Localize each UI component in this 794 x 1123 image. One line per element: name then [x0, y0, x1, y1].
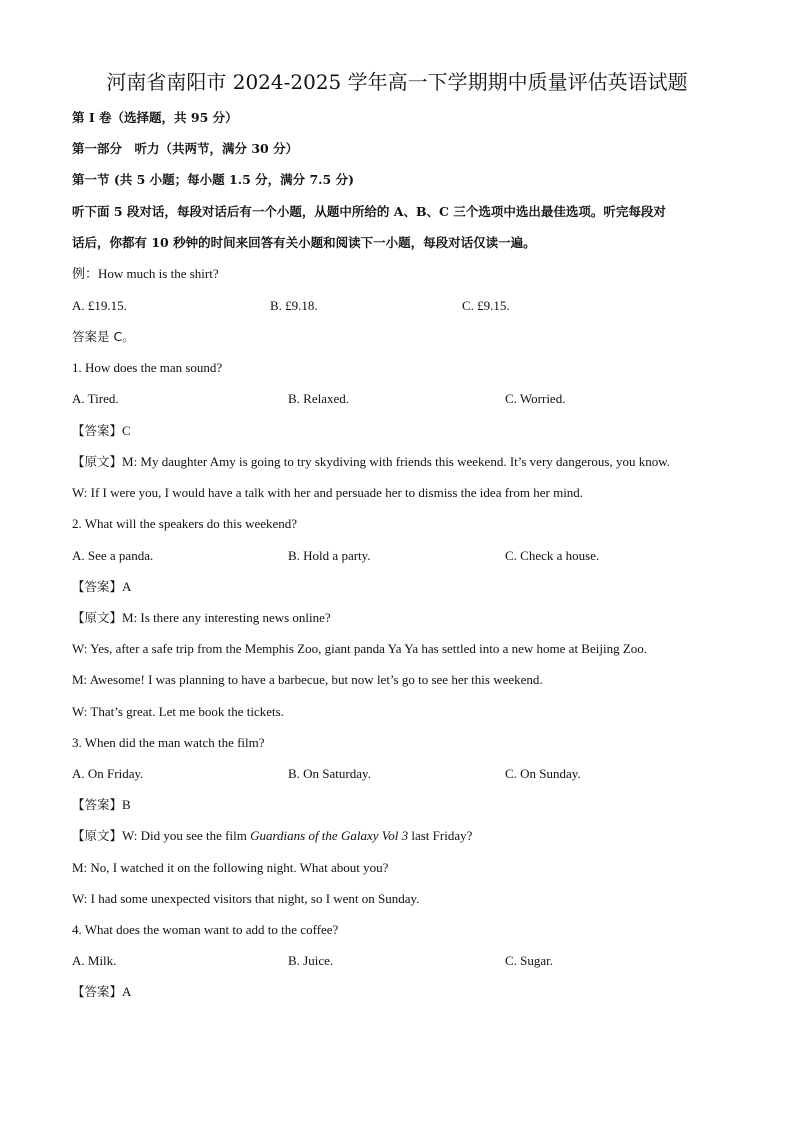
q2-answer	[72, 578, 732, 596]
subsection-header: 第一节 (共 5 小题；每小题 1.5 分，满分 7.5 分)	[72, 172, 354, 187]
example-question: 例：How much is the shirt?	[72, 266, 219, 281]
q1-option-c: C. Worried.	[505, 391, 566, 406]
page-title: 河南省南阳市 2024-2025 学年高一下学期期中质量评估英语试题	[106, 70, 688, 94]
answer-value: B	[122, 797, 131, 812]
q2-transcript-line-1	[72, 609, 732, 627]
q1-transcript-line-1	[72, 453, 732, 471]
transcript-text: M: Is there any interesting news online?	[122, 610, 331, 625]
answer-value: C	[122, 423, 131, 438]
section-header: 第 I 卷（选择题，共 95 分）	[72, 110, 238, 125]
question-2: 2. What will the speakers do this weekend?	[72, 516, 298, 531]
q3-option-b: B. On Saturday.	[288, 766, 371, 781]
transcript-label: 【原文】	[72, 610, 123, 625]
answer-value: A	[122, 984, 132, 999]
q2-transcript-line-3: M: Awesome! I was planning to have a barbecue, but now let’s go to see her this weekend.	[72, 672, 543, 687]
answer-label: 【答案】	[72, 984, 123, 999]
transcript-text: M: My daughter Amy is going to try skydiving with friends this weekend. It’s very dangerous, you know.	[122, 454, 671, 469]
question-3: 3. When did the man watch the film?	[72, 735, 265, 750]
q4-option-a: A. Milk.	[72, 953, 117, 968]
q2-option-c: C. Check a house.	[505, 548, 600, 563]
film-title: Guardians of the Galaxy Vol 3	[250, 828, 409, 843]
q3-transcript-line-2: M: No, I watched it on the following night. What about you?	[72, 860, 389, 875]
transcript-text-pre: W: Did you see the film	[122, 828, 251, 843]
question-1: 1. How does the man sound?	[72, 360, 223, 375]
q3-transcript-line-3: W: I had some unexpected visitors that night, so I went on Sunday.	[72, 891, 420, 906]
q1-transcript-line-2: W: If I were you, I would have a talk with her and persuade her to dismiss the idea from her mind.	[72, 485, 584, 500]
q4-option-b: B. Juice.	[288, 953, 334, 968]
q4-option-c: C. Sugar.	[505, 953, 554, 968]
q1-option-b: B. Relaxed.	[288, 391, 350, 406]
transcript-text-post: last Friday?	[408, 828, 473, 843]
answer-label: 【答案】	[72, 797, 123, 812]
example-option-a: A. £19.15.	[72, 298, 127, 313]
answer-label: 【答案】	[72, 423, 123, 438]
q3-option-a: A. On Friday.	[72, 766, 144, 781]
q2-option-a: A. See a panda.	[72, 548, 154, 563]
example-option-c: C. £9.15.	[462, 298, 510, 313]
q2-option-b: B. Hold a party.	[288, 548, 371, 563]
transcript-label: 【原文】	[72, 828, 123, 843]
example-answer: 答案是 C。	[72, 329, 135, 344]
transcript-label: 【原文】	[72, 454, 123, 469]
q4-answer	[72, 983, 732, 1001]
answer-value: A	[122, 579, 132, 594]
q2-transcript-line-2: W: Yes, after a safe trip from the Memphis Zoo, giant panda Ya Ya has settled into a new home at Beijing Zoo.	[72, 641, 648, 656]
instructions-line-1: 听下面 5 段对话，每段对话后有一个小题，从题中所给的 A、B、C 三个选项中选出最佳选项。听完每段对	[72, 204, 666, 219]
answer-label: 【答案】	[72, 579, 123, 594]
q3-transcript-line-1	[72, 827, 732, 845]
example-option-b: B. £9.18.	[270, 298, 318, 313]
part-header: 第一部分 听力（共两节，满分 30 分）	[72, 141, 299, 156]
q2-transcript-line-4: W: That’s great. Let me book the tickets.	[72, 704, 284, 719]
question-4: 4. What does the woman want to add to the coffee?	[72, 922, 339, 937]
instructions-line-2: 话后，你都有 10 秒钟的时间来回答有关小题和阅读下一小题，每段对话仅读一遍。	[72, 235, 536, 250]
q3-answer	[72, 796, 732, 814]
q1-answer	[72, 422, 732, 440]
q3-option-c: C. On Sunday.	[505, 766, 581, 781]
q1-option-a: A. Tired.	[72, 391, 119, 406]
